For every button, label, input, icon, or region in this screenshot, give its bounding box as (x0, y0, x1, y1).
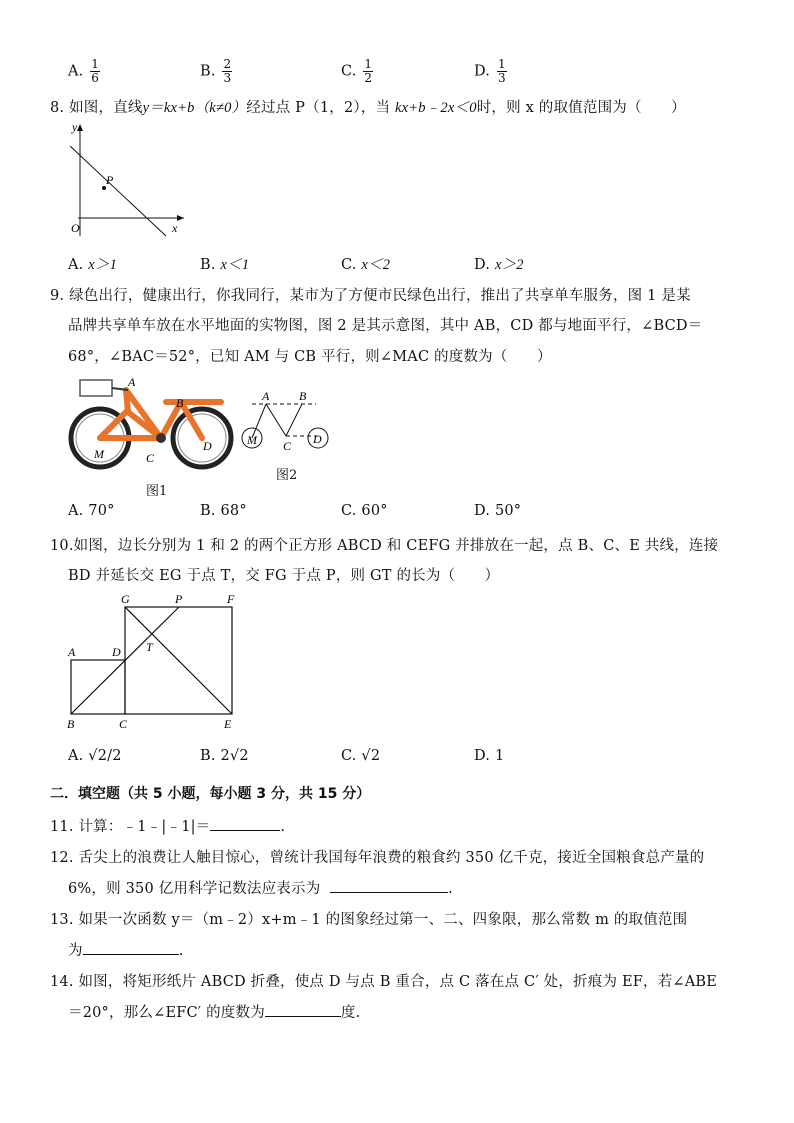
fraction: $\frac{1}{3}$ (497, 57, 506, 85)
q8-option-b[interactable]: B. x＜1 (200, 257, 250, 273)
q14-answer-blank[interactable] (265, 1002, 341, 1017)
q12-line2: 6%，则 350 亿用科学记数法应表示为 . (68, 877, 453, 898)
svg-text:D: D (313, 432, 322, 446)
svg-text:E: E (224, 717, 232, 731)
q14-line2: ＝20°，那么∠EFC′ 的度数为 度. (68, 1001, 360, 1022)
line-graph (70, 146, 166, 236)
y-arrow-icon (77, 124, 83, 131)
q10-line1: 10.如图，边长分别为 1 和 2 的两个正方形 ABCD 和 CEFG 并排放在一起，点 B、C、E 共线，连接 (50, 538, 719, 554)
basket (80, 380, 112, 396)
label-o: O (71, 221, 80, 235)
q9-option-c[interactable]: C. 60° (341, 503, 388, 519)
bicycle-image (66, 372, 236, 472)
x-arrow-icon (177, 215, 184, 221)
svg-text:C: C (283, 439, 292, 453)
q8-graph (60, 118, 190, 238)
svg-text:M: M (247, 433, 257, 447)
q7-option-c[interactable]: C. $\frac{1}{2}$ (341, 57, 373, 85)
q10-line2: BD 并延长交 EG 于点 T，交 FG 于点 P，则 GT 的长为（ ） (68, 568, 500, 584)
label-p: P (106, 173, 114, 187)
q10-option-b[interactable]: B. 2√2 (200, 748, 249, 764)
fraction: $\frac{2}{3}$ (223, 57, 232, 85)
q11-answer-blank[interactable] (210, 816, 280, 831)
q13-line2: 为 . (68, 939, 184, 960)
q10-squares-figure (62, 590, 242, 734)
svg-text:D: D (203, 439, 212, 453)
label-y: y (72, 120, 78, 134)
q9-line2: 品牌共享单车放在水平地面的实物图，图 2 是其示意图，其中 AB，CD 都与地面平行，∠BCD＝ (68, 318, 703, 334)
line-ge (125, 607, 232, 714)
fig1-caption: 图1 (146, 484, 168, 499)
q10-option-a[interactable]: A. √2/2 (68, 748, 122, 764)
q8-option-d[interactable]: D. x＞2 (474, 257, 524, 273)
q10-option-c[interactable]: C. √2 (341, 748, 381, 764)
q9-line1: 9. 绿色出行，健康出行，你我同行，某市为了方便市民绿色出行，推出了共享单车服务，图 1 是某 (50, 288, 691, 304)
svg-text:G: G (121, 592, 130, 606)
q12-answer-blank[interactable] (330, 878, 448, 893)
label-x: x (172, 221, 178, 235)
svg-text:C: C (146, 451, 155, 465)
svg-text:F: F (227, 592, 235, 606)
q8-option-a[interactable]: A. x＞1 (68, 257, 118, 273)
q10-option-d[interactable]: D. 1 (474, 748, 505, 764)
q9-line3: 68°，∠BAC＝52°，已知 AM 与 CB 平行，则∠MAC 的度数为（ ） (68, 349, 552, 365)
section-heading: 二．填空题（共 5 小题，每小题 3 分，共 15 分） (50, 786, 371, 802)
svg-text:T: T (146, 640, 153, 654)
q9-option-b[interactable]: B. 68° (200, 503, 247, 519)
q13-answer-blank[interactable] (83, 940, 179, 955)
svg-text:A: A (262, 389, 270, 403)
fraction: $\frac{1}{6}$ (91, 57, 100, 85)
q14-line1: 14. 如图，将矩形纸片 ABCD 折叠，使点 D 与点 B 重合，点 C 落在点 C′ 处，折痕为 EF，若∠ABE (50, 974, 718, 990)
q9-option-d[interactable]: D. 50° (474, 503, 522, 519)
svg-text:B: B (67, 717, 75, 731)
svg-text:B: B (299, 389, 307, 403)
q13-line1: 13. 如果一次函数 y＝（m﹣2）x+m﹣1 的图象经过第一、二、四象限，那么常数 m 的取值范围 (50, 912, 688, 928)
q7-option-a[interactable]: A. $\frac{1}{6}$ (68, 57, 100, 85)
svg-text:D: D (112, 645, 121, 659)
svg-text:M: M (94, 447, 104, 461)
bicycle-schematic (238, 386, 334, 462)
q12-line1: 12. 舌尖上的浪费让人触目惊心，曾统计我国每年浪费的粮食约 350 亿千克，接近全国粮食总产量的 (50, 850, 705, 866)
q7-option-d[interactable]: D. $\frac{1}{3}$ (474, 57, 506, 85)
q7-option-b[interactable]: B. $\frac{2}{3}$ (200, 57, 232, 85)
svg-text:A: A (68, 645, 76, 659)
q9-option-a[interactable]: A. 70° (68, 503, 115, 519)
svg-text:C: C (119, 717, 128, 731)
svg-text:A: A (128, 375, 136, 389)
svg-text:B: B (176, 396, 184, 410)
fraction: $\frac{1}{2}$ (364, 57, 373, 85)
svg-text:P: P (175, 592, 183, 606)
q8-option-c[interactable]: C. x＜2 (341, 257, 391, 273)
q8-stem: 8. 如图，直线y＝kx+b（k≠0）经过点 P（1，2），当 kx+b﹣2x＜0时，则 x 的取值范围为（ ） (50, 100, 686, 116)
fig2-caption: 图2 (276, 468, 298, 483)
q11: 11. 计算：﹣1﹣|﹣1|＝ . (50, 815, 285, 836)
